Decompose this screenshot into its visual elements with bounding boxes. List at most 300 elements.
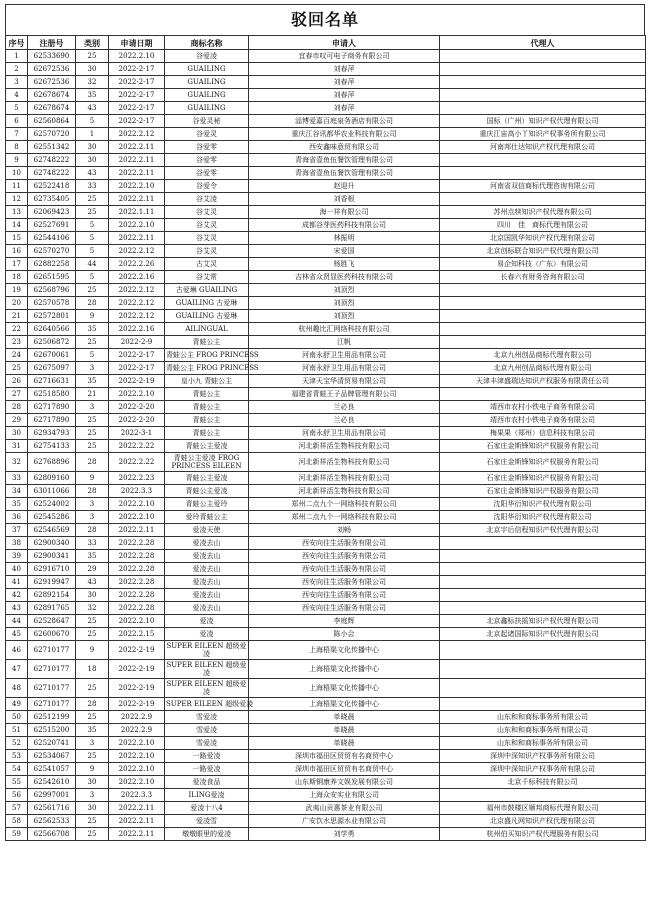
cell-mark-name: 谷艾常: [165, 271, 249, 284]
table-row: [6, 789, 646, 802]
cell-date: 2022-2-17: [109, 102, 165, 115]
table-row: [6, 698, 646, 711]
cell-applicant: 河南永舒卫生用品有限公司: [249, 349, 440, 362]
cell-index: 58: [6, 815, 28, 828]
cell-class: 25: [76, 336, 109, 349]
cell-index: 6: [6, 115, 28, 128]
cell-applicant: 刘顶烈: [249, 297, 440, 310]
cell-applicant: 李庭辉: [249, 615, 440, 628]
table-row: [6, 258, 646, 271]
cell-applicant: 深圳市福田区贸贸有名商贸中心: [249, 750, 440, 763]
cell-index: 28: [6, 401, 28, 414]
table-row: [6, 141, 646, 154]
cell-index: 8: [6, 141, 28, 154]
cell-applicant: 赵迎升: [249, 180, 440, 193]
cell-mark-name: SUPER EILEEN 超级爱凌: [165, 698, 249, 711]
cell-mark-name: GUAILING: [165, 63, 249, 76]
table-body: [6, 50, 646, 841]
cell-date: 2022-2-19: [109, 375, 165, 388]
cell-applicant: 单晓晨: [249, 737, 440, 750]
cell-applicant: 河南永舒卫生用品有限公司: [249, 362, 440, 375]
cell-mark-name: GUAILING: [165, 102, 249, 115]
cell-reg-no: 62512199: [28, 711, 76, 724]
cell-date: 2022.2.28: [109, 602, 165, 615]
cell-agent: 北京九州创品商标代理有限公司: [440, 349, 646, 362]
cell-agent: [440, 660, 646, 679]
cell-applicant: 上海众安实业有限公司: [249, 789, 440, 802]
rejection-table: [5, 35, 646, 841]
cell-index: 39: [6, 550, 28, 563]
cell-class: 5: [76, 349, 109, 362]
cell-class: 3: [76, 401, 109, 414]
cell-index: 29: [6, 414, 28, 427]
cell-index: 14: [6, 219, 28, 232]
cell-agent: [440, 89, 646, 102]
cell-applicant: 山东斯铜康养文娱发展有限公司: [249, 776, 440, 789]
cell-agent: 易企知科技（广东）有限公司: [440, 258, 646, 271]
cell-mark-name: 爱凌食品: [165, 776, 249, 789]
cell-date: 2022.2.10: [109, 750, 165, 763]
cell-date: 2022-2-20: [109, 414, 165, 427]
cell-reg-no: 62561716: [28, 802, 76, 815]
cell-agent: [440, 679, 646, 698]
cell-mark-name: 青蛙公主爱凌 FROG PRINCESS EILEEN: [165, 453, 249, 472]
table-row: [6, 388, 646, 401]
cell-applicant: 河北新祥活生物科技有限公司: [249, 453, 440, 472]
cell-index: 26: [6, 375, 28, 388]
cell-applicant: 兰必良: [249, 414, 440, 427]
cell-reg-no: 62716631: [28, 375, 76, 388]
cell-date: 2022.1.11: [109, 206, 165, 219]
cell-date: 2022.2.10: [109, 737, 165, 750]
cell-class: 30: [76, 154, 109, 167]
cell-index: 19: [6, 284, 28, 297]
cell-class: 5: [76, 219, 109, 232]
cell-class: 44: [76, 258, 109, 271]
cell-class: 25: [76, 750, 109, 763]
cell-agent: [440, 641, 646, 660]
cell-class: 28: [76, 453, 109, 472]
cell-applicant: 刘香根: [249, 193, 440, 206]
cell-reg-no: 62670061: [28, 349, 76, 362]
cell-class: 32: [76, 76, 109, 89]
cell-index: 34: [6, 485, 28, 498]
cell-class: 43: [76, 576, 109, 589]
cell-date: 2022-3-1: [109, 427, 165, 440]
cell-reg-no: 62572801: [28, 310, 76, 323]
cell-agent: 北京千标科技有限公司: [440, 776, 646, 789]
cell-index: 21: [6, 310, 28, 323]
cell-applicant: 河北新祥活生物科技有限公司: [249, 472, 440, 485]
cell-reg-no: 62900341: [28, 550, 76, 563]
cell-class: 25: [76, 193, 109, 206]
cell-mark-name: 青蛙公主爱玲: [165, 498, 249, 511]
cell-mark-name: 爱凌去山: [165, 576, 249, 589]
cell-mark-name: 爱凌去山: [165, 537, 249, 550]
cell-reg-no: 62560864: [28, 115, 76, 128]
table-row: [6, 76, 646, 89]
cell-mark-name: 爱凌去山: [165, 550, 249, 563]
table-row: [6, 453, 646, 472]
table-row: [6, 763, 646, 776]
cell-applicant: 西安鑫味意贸有限公司: [249, 141, 440, 154]
cell-reg-no: 62891765: [28, 602, 76, 615]
document-title: 驳回名单: [5, 4, 645, 35]
cell-mark-name: 爱玲青蛙公主: [165, 511, 249, 524]
cell-mark-name: 一路爱凌: [165, 763, 249, 776]
table-row: [6, 245, 646, 258]
cell-applicant: 宜春市叹可电子商务有限公司: [249, 50, 440, 63]
cell-date: 2022.2.11: [109, 802, 165, 815]
table-row: [6, 362, 646, 375]
cell-agent: [440, 537, 646, 550]
cell-class: 9: [76, 763, 109, 776]
cell-agent: [440, 698, 646, 711]
cell-class: 30: [76, 63, 109, 76]
header-reg-no: 注册号: [28, 36, 76, 50]
table-row: [6, 472, 646, 485]
table-row: [6, 89, 646, 102]
cell-class: 28: [76, 698, 109, 711]
cell-agent: [440, 789, 646, 802]
table-row: [6, 660, 646, 679]
cell-index: 46: [6, 641, 28, 660]
table-row: [6, 524, 646, 537]
cell-applicant: 海一祥有限公司: [249, 206, 440, 219]
cell-mark-name: AILINGUAL: [165, 323, 249, 336]
cell-mark-name: 谷爱零: [165, 154, 249, 167]
table-row: [6, 589, 646, 602]
cell-applicant: 武夷山贡惠茶业有限公司: [249, 802, 440, 815]
cell-date: 2022-2-19: [109, 679, 165, 698]
cell-date: 2022.2.26: [109, 258, 165, 271]
cell-date: 2022.2.28: [109, 537, 165, 550]
cell-agent: [440, 50, 646, 63]
cell-applicant: 林振明: [249, 232, 440, 245]
cell-date: 2022.2.11: [109, 141, 165, 154]
cell-date: 2022.2.10: [109, 776, 165, 789]
cell-reg-no: 62672536: [28, 63, 76, 76]
cell-date: 2022.2.12: [109, 297, 165, 310]
cell-reg-no: 62546569: [28, 524, 76, 537]
cell-agent: [440, 284, 646, 297]
cell-date: 2022.3.3: [109, 789, 165, 802]
cell-agent: 石家庄金斯锋知识产权服务有限公司: [440, 485, 646, 498]
cell-applicant: 上海梧渠文化传播中心: [249, 679, 440, 698]
cell-reg-no: 63011066: [28, 485, 76, 498]
cell-date: 2022.2.12: [109, 245, 165, 258]
cell-agent: [440, 550, 646, 563]
cell-mark-name: 青蛙公主: [165, 388, 249, 401]
cell-applicant: 西安向往生活服务有限公司: [249, 537, 440, 550]
cell-applicant: 广安饮水思源水业有限公司: [249, 815, 440, 828]
cell-index: 10: [6, 167, 28, 180]
cell-applicant: 刘畅: [249, 524, 440, 537]
cell-index: 56: [6, 789, 28, 802]
header-class: 类别: [76, 36, 109, 50]
cell-class: 3: [76, 362, 109, 375]
table-row: [6, 284, 646, 297]
table-row: [6, 375, 646, 388]
cell-class: 25: [76, 828, 109, 841]
cell-applicant: 陈小会: [249, 628, 440, 641]
cell-applicant: 郑州二点九个一网络科技有限公司: [249, 511, 440, 524]
cell-index: 12: [6, 193, 28, 206]
cell-applicant: 刘顶烈: [249, 310, 440, 323]
cell-agent: 深圳中深知识产权事务所有限公司: [440, 763, 646, 776]
cell-class: 1: [76, 128, 109, 141]
table-row: [6, 310, 646, 323]
cell-index: 55: [6, 776, 28, 789]
cell-index: 48: [6, 679, 28, 698]
cell-mark-name: 谷爱灵: [165, 128, 249, 141]
cell-mark-name: 青蛙公主爱凌: [165, 485, 249, 498]
cell-mark-name: 谷爱凌: [165, 50, 249, 63]
cell-date: 2022.2.11: [109, 193, 165, 206]
table-row: [6, 679, 646, 698]
cell-index: 11: [6, 180, 28, 193]
cell-mark-name: 青蛙公主爱凌: [165, 440, 249, 453]
cell-date: 2022-2-19: [109, 660, 165, 679]
cell-agent: 靖西市农村小铁电子商务有限公司: [440, 414, 646, 427]
cell-index: 35: [6, 498, 28, 511]
cell-index: 57: [6, 802, 28, 815]
cell-agent: 山东和和商标事务所有限公司: [440, 737, 646, 750]
cell-applicant: 福建省青蛙王子品牌管理有限公司: [249, 388, 440, 401]
cell-date: 2022.2.10: [109, 763, 165, 776]
cell-agent: 石家庄金斯锋知识产权服务有限公司: [440, 453, 646, 472]
cell-reg-no: 62544106: [28, 232, 76, 245]
cell-reg-no: 62570720: [28, 128, 76, 141]
cell-class: 5: [76, 271, 109, 284]
cell-agent: 北京宇后信程知识产权代理有限公司: [440, 524, 646, 537]
cell-mark-name: 谷艾灵: [165, 232, 249, 245]
cell-applicant: 刘春萍: [249, 89, 440, 102]
cell-class: 25: [76, 628, 109, 641]
cell-reg-no: 62562533: [28, 815, 76, 828]
cell-index: 47: [6, 660, 28, 679]
cell-date: 2022.2.9: [109, 724, 165, 737]
cell-agent: [440, 323, 646, 336]
cell-reg-no: 62748222: [28, 154, 76, 167]
cell-class: 43: [76, 167, 109, 180]
cell-reg-no: 62600670: [28, 628, 76, 641]
cell-mark-name: 爱凌去山: [165, 589, 249, 602]
table-row: [6, 498, 646, 511]
cell-applicant: 郑州二点九个一网络科技有限公司: [249, 498, 440, 511]
table-row: [6, 440, 646, 453]
cell-class: 28: [76, 485, 109, 498]
cell-class: 30: [76, 141, 109, 154]
cell-applicant: 深圳市福田区贸贸有名商贸中心: [249, 763, 440, 776]
table-row: [6, 537, 646, 550]
table-row: [6, 815, 646, 828]
table-row: [6, 802, 646, 815]
cell-reg-no: 62735405: [28, 193, 76, 206]
cell-class: 5: [76, 245, 109, 258]
cell-date: 2022-2-9: [109, 336, 165, 349]
cell-reg-no: 62528647: [28, 615, 76, 628]
cell-agent: [440, 576, 646, 589]
cell-class: 33: [76, 537, 109, 550]
cell-reg-no: 62506872: [28, 336, 76, 349]
cell-date: 2022.2.10: [109, 498, 165, 511]
cell-date: 2022.2.28: [109, 563, 165, 576]
cell-mark-name: 青蛙公主 FROG PRINCESS: [165, 362, 249, 375]
cell-date: 2022.2.10: [109, 50, 165, 63]
cell-mark-name: SUPER EILEEN 超级爱凌: [166, 661, 247, 677]
table-row: [6, 563, 646, 576]
cell-applicant: 重庆江谷讯都华农业科技有限公司: [249, 128, 440, 141]
cell-index: 31: [6, 440, 28, 453]
table-row: [6, 828, 646, 841]
table-row: [6, 128, 646, 141]
table-row: [6, 615, 646, 628]
table-row: [6, 427, 646, 440]
cell-class: 25: [76, 615, 109, 628]
cell-reg-no: 62570270: [28, 245, 76, 258]
cell-agent: 天津丰津盛瑞达知识产权服务有限责任公司: [440, 375, 646, 388]
cell-mark-name: 一路爱凌: [165, 750, 249, 763]
cell-reg-no: 62678674: [28, 102, 76, 115]
cell-mark-name: 爱凌: [165, 615, 249, 628]
cell-date: 2022.2.11: [109, 815, 165, 828]
table-row: [6, 550, 646, 563]
table-row: [6, 336, 646, 349]
cell-date: 2022.2.11: [109, 167, 165, 180]
cell-applicant: 宋爱国: [249, 245, 440, 258]
cell-mark-name: 古艾灵: [165, 258, 249, 271]
table-row: [6, 63, 646, 76]
table-row: [6, 154, 646, 167]
cell-mark-name: 雪爱凌: [165, 737, 249, 750]
cell-class: 35: [76, 724, 109, 737]
cell-agent: 北京盛凡网知识产权代理有限公司: [440, 815, 646, 828]
cell-date: 2022-2-19: [109, 698, 165, 711]
cell-class: 33: [76, 180, 109, 193]
cell-class: 9: [76, 641, 109, 660]
header-agent: 代理人: [440, 36, 646, 50]
cell-applicant: 吉林省众贤显医药科技有限公司: [249, 271, 440, 284]
table-row: [6, 576, 646, 589]
cell-date: 2022.2.11: [109, 232, 165, 245]
cell-date: 2022.2.12: [109, 310, 165, 323]
cell-class: 30: [76, 776, 109, 789]
cell-index: 20: [6, 297, 28, 310]
cell-reg-no: 62809160: [28, 472, 76, 485]
cell-class: 5: [76, 232, 109, 245]
cell-applicant: 刘春萍: [249, 76, 440, 89]
cell-reg-no: 62754133: [28, 440, 76, 453]
cell-index: 59: [6, 828, 28, 841]
cell-agent: 苏州点犊知识产权代理有限公司: [440, 206, 646, 219]
table-row: [6, 271, 646, 284]
cell-agent: 石家庄金斯锋知识产权服务有限公司: [440, 440, 646, 453]
cell-index: 41: [6, 576, 28, 589]
cell-applicant: 西安向往生活服务有限公司: [249, 550, 440, 563]
cell-reg-no: 62934793: [28, 427, 76, 440]
cell-reg-no: 62710177: [28, 660, 76, 679]
cell-date: 2022-2-17: [109, 63, 165, 76]
cell-agent: 北京鑫标扶摇知识产权代理有限公司: [440, 615, 646, 628]
cell-mark-name: 青蛙公主: [165, 401, 249, 414]
cell-class: 30: [76, 589, 109, 602]
cell-class: 9: [76, 310, 109, 323]
cell-applicant: 江帆: [249, 336, 440, 349]
cell-class: 25: [76, 206, 109, 219]
cell-mark-name: ILING爱凌: [165, 789, 249, 802]
table-row: [6, 602, 646, 615]
cell-reg-no: 62520741: [28, 737, 76, 750]
table-row: [6, 401, 646, 414]
cell-reg-no: 62524002: [28, 498, 76, 511]
cell-class: 25: [76, 427, 109, 440]
cell-index: 49: [6, 698, 28, 711]
cell-mark-name: 青蛙公主: [165, 427, 249, 440]
cell-reg-no: 62919947: [28, 576, 76, 589]
cell-reg-no: 62542610: [28, 776, 76, 789]
cell-agent: 沈阳华衍知识产权代理有限公司: [440, 498, 646, 511]
cell-reg-no: 62522418: [28, 180, 76, 193]
cell-index: 1: [6, 50, 28, 63]
table-row: [6, 776, 646, 789]
cell-reg-no: 62768896: [28, 453, 76, 472]
cell-reg-no: 62748222: [28, 167, 76, 180]
cell-agent: 山东和和商标事务所有限公司: [440, 711, 646, 724]
cell-mark-name: 谷艾凌: [165, 193, 249, 206]
cell-index: 3: [6, 76, 28, 89]
table-row: [6, 641, 646, 660]
cell-agent: [440, 167, 646, 180]
cell-class: 18: [76, 660, 109, 679]
cell-class: 3: [76, 789, 109, 802]
cell-class: 43: [76, 102, 109, 115]
cell-mark-name: 谷艾灵: [165, 206, 249, 219]
cell-reg-no: 62675097: [28, 362, 76, 375]
table-row: [6, 414, 646, 427]
cell-date: 2022-2-19: [109, 641, 165, 660]
cell-class: 35: [76, 375, 109, 388]
cell-mark-name: 爱凌天使: [165, 524, 249, 537]
cell-reg-no: 62570578: [28, 297, 76, 310]
cell-reg-no: 62672536: [28, 76, 76, 89]
cell-index: 30: [6, 427, 28, 440]
cell-agent: 长春六有财务咨询有限公司: [440, 271, 646, 284]
cell-reg-no: 62900340: [28, 537, 76, 550]
cell-applicant: 兰必良: [249, 401, 440, 414]
cell-class: 28: [76, 524, 109, 537]
cell-index: 2: [6, 63, 28, 76]
cell-index: 43: [6, 602, 28, 615]
cell-index: 50: [6, 711, 28, 724]
cell-class: 29: [76, 563, 109, 576]
cell-date: 2022.3.3: [109, 485, 165, 498]
table-header-row: [6, 36, 646, 50]
table-row: [6, 206, 646, 219]
cell-applicant: 天津天宝华清贸易有限公司: [249, 375, 440, 388]
cell-reg-no: 62534067: [28, 750, 76, 763]
cell-mark-name: 爱凌十八4: [165, 802, 249, 815]
table-row: [6, 323, 646, 336]
cell-index: 38: [6, 537, 28, 550]
cell-mark-name: 爱凌: [165, 628, 249, 641]
cell-index: 44: [6, 615, 28, 628]
cell-agent: 梅果果（郑州）信息科技有限公司: [440, 427, 646, 440]
cell-agent: 四川 佳 商标代理有限公司: [440, 219, 646, 232]
cell-applicant: 刘学勇: [249, 828, 440, 841]
cell-applicant: 上海梧渠文化传播中心: [249, 641, 440, 660]
table-row: [6, 115, 646, 128]
